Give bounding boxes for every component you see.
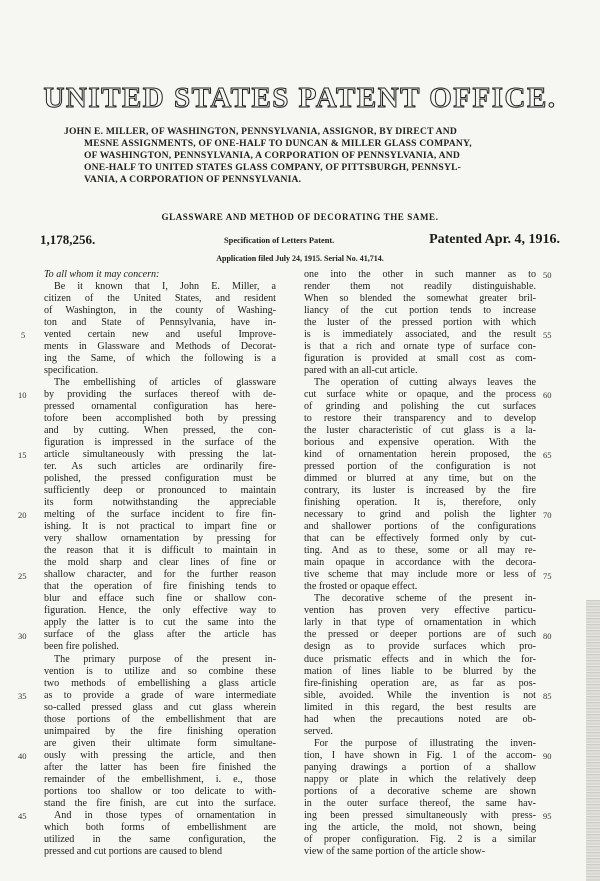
text-line: stand the fire finish, are cut into the surface. <box>44 797 276 809</box>
line-number: 90 <box>543 750 552 761</box>
text-line: to restore their transparency and to develop <box>304 413 536 425</box>
text-line: its form notwithstanding the appreciable <box>44 497 276 509</box>
text-line: the luster of the pressed portion with which <box>304 317 536 329</box>
line-number: 20 <box>18 510 27 521</box>
scanned-page-edge <box>586 600 600 881</box>
text-line: one into the other in such manner as to <box>304 269 536 280</box>
patent-number: 1,178,256. <box>40 232 96 247</box>
text-line: is is immediately associated, and the result <box>304 329 536 341</box>
text-line: sible, avoided. While the invention is not <box>304 689 536 701</box>
inventor-header <box>64 126 544 186</box>
text-line: blur and efface such fine or shallow con- <box>44 593 276 605</box>
text-line: the frosted or opaque effect. <box>304 581 418 593</box>
text-line: contrary, its luster is increased by the fire <box>304 485 536 497</box>
text-line: figuration is impressed in the surface of the <box>44 437 276 449</box>
text-line: vention has proven very effective particu- <box>304 605 536 617</box>
left-column <box>44 269 276 858</box>
text-line: kind of ornamentation herein proposed, the <box>304 449 536 461</box>
text-line: the luster characteristic of cut glass is a la- <box>304 425 536 437</box>
text-line: apply the latter is to cut the same into the <box>44 617 276 629</box>
text-line: tive scheme that may include more or less of <box>304 569 536 581</box>
text-line: of Washington, in the county of Washing- <box>44 305 276 317</box>
line-number: 45 <box>18 810 27 821</box>
text-line: larly in that type of ornamentation in which <box>304 617 536 629</box>
text-line: polished, the pressed configuration must be <box>44 473 276 485</box>
text-line: mation of lines liable to be blurred by the <box>304 665 536 677</box>
text-line: When so blended the somewhat greater bril- <box>304 293 536 305</box>
text-line: that can be effectively formed only by cut- <box>304 533 536 545</box>
text-line: ously with pressing the article, and then <box>44 749 276 761</box>
line-number: 95 <box>543 810 552 821</box>
text-line: ing been pressed simultaneously with press- <box>304 809 536 821</box>
text-line: The decorative scheme of the present in- <box>314 593 536 605</box>
text-line: pressed ornamental configuration has here- <box>44 401 276 413</box>
text-line: ing the Same, of which the following is a <box>44 353 276 365</box>
header-line: MESNE ASSIGNMENTS, OF ONE-HALF TO DUNCAN & MILLER GLASS COMPANY, <box>84 138 472 149</box>
text-line: two methods of embellishing a glass article <box>44 677 276 689</box>
text-line: ing the article, the mold, not shown, being <box>304 821 536 833</box>
line-number: 40 <box>18 750 27 761</box>
text-line: duce prismatic effects and in which the for- <box>304 653 536 665</box>
text-line: had when the precautions noted are ob- <box>304 713 536 725</box>
text-line: remainder of the embellishment, i. e., those <box>44 773 276 785</box>
text-line: is that a rich and ornate type of surface con- <box>304 341 536 353</box>
text-line: figuration. Hence, the only effective way to <box>44 605 276 617</box>
text-line: portions of a decorative scheme are shown <box>304 785 536 797</box>
text-line: necessary to grind and polish the lighter <box>304 509 536 521</box>
text-line: design as to provide surfaces which pro- <box>304 641 536 653</box>
text-line: specification. <box>44 365 99 377</box>
text-line: after the latter has been fire finished the <box>44 761 276 773</box>
text-line: sufficiently deep or pronounced to maintain <box>44 485 276 497</box>
text-line: cut surface white or opaque, and the process <box>304 389 536 401</box>
header-line: JOHN E. MILLER, OF WASHINGTON, PENNSYLVANIA, ASSIGNOR, BY DIRECT AND <box>64 126 457 137</box>
text-line: the mold sharp and clear lines of fine or <box>44 557 276 569</box>
text-line: by providing the surfaces thereof with de- <box>44 389 276 401</box>
patented-date: Patented Apr. 4, 1916. <box>429 232 560 247</box>
text-line: ting. And as to these, some or all may re- <box>304 545 536 557</box>
text-line: And in those types of ornamentation in <box>54 809 276 821</box>
text-line: tofore been accomplished both by pressing <box>44 413 276 425</box>
line-number: 60 <box>543 390 552 401</box>
text-line: view of the same portion of the article show- <box>304 845 486 857</box>
text-line: surface of the glass after the article has <box>44 629 276 641</box>
right-column <box>304 269 536 858</box>
line-number: 35 <box>18 690 27 701</box>
line-number: 80 <box>543 630 552 641</box>
text-line: pressed and cut portions are caused to blend <box>44 845 222 857</box>
line-number: 75 <box>543 570 552 581</box>
application-line: Application filed July 24, 1915. Serial No. 41,714. <box>216 254 384 263</box>
line-number: 85 <box>543 690 552 701</box>
text-line: pared with an all-cut article. <box>304 365 418 377</box>
text-line: limited in this regard, the best results are <box>304 701 536 713</box>
text-line: ter. As such articles are ordinarily fire- <box>44 461 276 473</box>
text-line: of grinding and polishing the cut surfaces <box>304 401 536 413</box>
text-line: citizen of the United States, and resident <box>44 293 276 305</box>
header-line: OF WASHINGTON, PENNSYLVANIA, A CORPORATION OF PENNSYLVANIA, AND <box>84 150 460 161</box>
text-line: portions too shallow or too delicate to with- <box>44 785 276 797</box>
text-line: melting of the surface incident to fire fin- <box>44 509 276 521</box>
text-line: ments in Glassware and Methods of Decorat- <box>44 341 276 353</box>
text-line: of proper configuration. Fig. 2 is a similar <box>304 833 536 845</box>
text-line: those portions of the embellishment that are <box>44 713 276 725</box>
line-number: 55 <box>543 330 552 341</box>
text-line: ton and State of Pennsylvania, have in- <box>44 317 276 329</box>
line-number: 15 <box>18 450 27 461</box>
text-line: To all whom it may concern: <box>44 269 160 280</box>
text-line: The primary purpose of the present in- <box>54 653 276 665</box>
text-line: very shallow ornamentation by pressing for <box>44 533 276 545</box>
text-line: For the purpose of illustrating the inven- <box>314 737 536 749</box>
text-line: figuration is provided at small cost as com- <box>304 353 536 365</box>
text-line: fire-finishing operation are, as far as pos- <box>304 677 536 689</box>
specification-label: Specification of Letters Patent. <box>224 236 335 245</box>
text-line: pressed portion of the configuration is not <box>304 461 536 473</box>
text-line: finishing operation. It is, therefore, only <box>304 497 536 509</box>
text-line: are given their ultimate form simultane- <box>44 737 276 749</box>
text-line: borious and expensive operation. With the <box>304 437 536 449</box>
text-line: tion, I have shown in Fig. 1 of the accom- <box>304 749 536 761</box>
text-line: the pressed or deeper portions are of such <box>304 629 536 641</box>
line-number: 10 <box>18 390 27 401</box>
text-line: and shallower portions of the configurations <box>304 521 536 533</box>
text-line: Be it known that I, John E. Miller, a <box>54 281 276 293</box>
text-line: ishing. It is not practical to impart fine or <box>44 521 276 533</box>
line-number: 5 <box>21 330 26 341</box>
text-line: that the operation of fire finishing tends to <box>44 581 276 593</box>
text-line: The embellishing of articles of glassware <box>54 377 276 389</box>
text-line: utilized in the same configuration, the <box>44 833 276 845</box>
text-line: the reason that it is difficult to maintain in <box>44 545 276 557</box>
text-line: so-called pressed glass and cut glass wherein <box>44 701 276 713</box>
text-line: main opaque in accordance with the decora- <box>304 557 536 569</box>
document-title: GLASSWARE AND METHOD OF DECORATING THE SAME. <box>161 212 439 222</box>
patent-meta-row <box>40 232 560 250</box>
text-line: liancy of the cut portion tends to increase <box>304 305 536 317</box>
text-line: shallow character, and for the further reason <box>44 569 276 581</box>
line-number: 30 <box>18 630 27 641</box>
line-number: 70 <box>543 510 552 521</box>
text-line: panying drawings a portion of a shallow <box>304 761 536 773</box>
header-line: VANIA, A CORPORATION OF PENNSYLVANIA. <box>84 174 302 185</box>
text-line: in the outer surface thereof, the same hav- <box>304 797 536 809</box>
text-line: vented certain new and useful Improve- <box>44 329 276 341</box>
text-line: render them not readily distinguishable. <box>304 281 536 293</box>
line-number: 50 <box>543 270 552 280</box>
text-line: as to provide a grade of ware intermediate <box>44 689 276 701</box>
text-line: article simultaneously with pressing the lat- <box>44 449 276 461</box>
text-line: dimmed or blurred at any time, but on the <box>304 473 536 485</box>
text-line: vention is to utilize and so combine these <box>44 665 276 677</box>
header-line: ONE-HALF TO UNITED STATES GLASS COMPANY, OF PITTSBURGH, PENNSYL- <box>84 162 462 173</box>
text-line: The operation of cutting always leaves the <box>314 377 536 389</box>
line-number: 65 <box>543 450 552 461</box>
text-line: nappy or plate in which the relatively deep <box>304 773 536 785</box>
text-line: and by cutting. When pressed, the con- <box>44 425 276 437</box>
text-line: unimpaired by the fire finishing operation <box>44 725 276 737</box>
text-line: served. <box>304 725 333 737</box>
text-line: which both forms of embellishment are <box>44 821 276 833</box>
text-line: been fire polished. <box>44 641 119 653</box>
line-number: 25 <box>18 570 27 581</box>
office-title: UNITED STATES PATENT OFFICE. <box>43 82 557 114</box>
